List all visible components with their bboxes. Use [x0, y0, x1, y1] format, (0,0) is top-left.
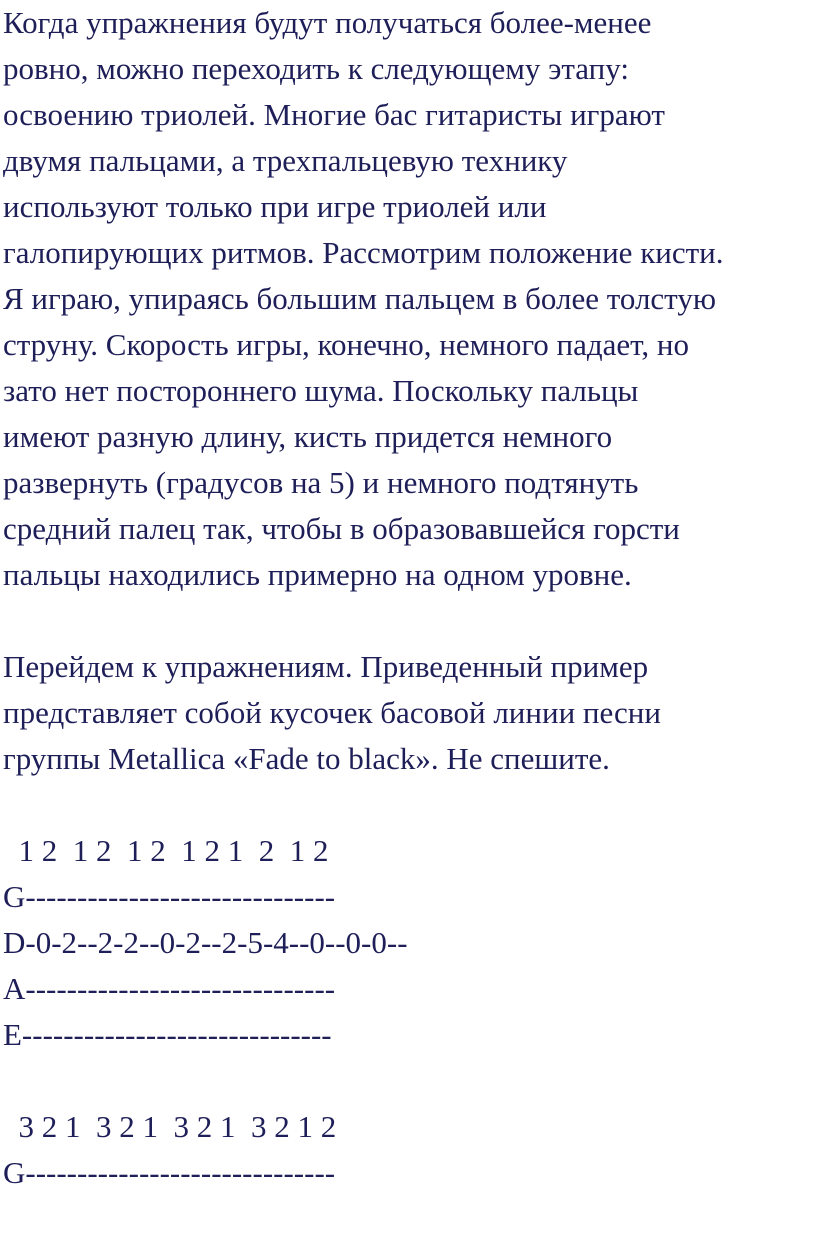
tab-fingering-line: 3 2 1 3 2 1 3 2 1 3 2 1 2: [3, 1109, 337, 1144]
document-body: [3, 0, 813, 1196]
paragraph-spacer: [3, 782, 813, 828]
tab-string-d: D-0-2--2-2--0-2--2-5-4--0--0-0--: [3, 925, 408, 960]
text-line: имеют разную длину, кисть придется немного: [3, 419, 613, 454]
text-line: ровно, можно переходить к следующему этапу:: [3, 51, 629, 86]
text-line: струну. Скорость игры, конечно, немного падает, но: [3, 327, 689, 362]
text-line: двумя пальцами, а трехпальцевую технику: [3, 143, 568, 178]
text-line: пальцы находились примерно на одном уровне.: [3, 557, 632, 592]
text-line: средний палец так, чтобы в образовавшейся горсти: [3, 511, 680, 546]
text-line: представляет собой кусочек басовой линии песни: [3, 695, 661, 730]
text-line: группы Metallica «Fade to black». Не спешите.: [3, 741, 610, 776]
tab-string-e: E------------------------------: [3, 1017, 332, 1052]
text-line: Перейдем к упражнениям. Приведенный пример: [3, 649, 649, 684]
tab-string-g: G------------------------------: [3, 1155, 336, 1190]
text-line: используют только при игре триолей или: [3, 189, 547, 224]
tab-string-a: A------------------------------: [3, 971, 336, 1006]
text-line: зато нет постороннего шума. Поскольку пальцы: [3, 373, 639, 408]
text-line: Я играю, упираясь большим пальцем в более толстую: [3, 281, 716, 316]
text-line: Когда упражнения будут получаться более-менее: [3, 5, 652, 40]
paragraph-triplets-intro: [3, 0, 813, 598]
text-line: освоению триолей. Многие бас гитаристы играют: [3, 97, 665, 132]
paragraph-spacer: [3, 598, 813, 644]
paragraph-spacer: [3, 1058, 813, 1104]
text-line: галопирующих ритмов. Рассмотрим положение кисти.: [3, 235, 724, 270]
text-line: развернуть (градусов на 5) и немного подтянуть: [3, 465, 639, 500]
tab-string-g: G------------------------------: [3, 879, 336, 914]
paragraph-exercises-intro: [3, 644, 813, 782]
bass-tab-2: [3, 1104, 813, 1196]
bass-tab-1: [3, 828, 813, 1058]
tab-fingering-line: 1 2 1 2 1 2 1 2 1 2 1 2: [3, 833, 329, 868]
